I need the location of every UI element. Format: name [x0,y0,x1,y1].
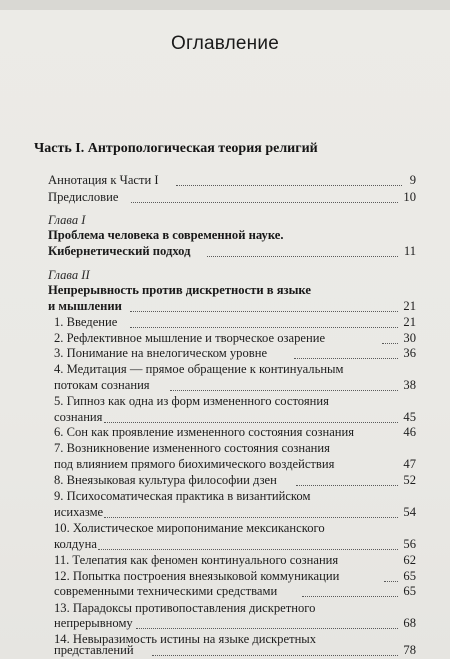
toc-entry-section [0,472,450,488]
toc-entry-section [0,552,450,568]
toc-entry-page: 56 [403,537,416,551]
toc-entry-section [0,330,450,346]
leader-dots [384,580,398,582]
toc-entry-title: 2. Рефлективное мышление и творческое озарение [54,331,326,345]
toc-entry-section-line1 [0,488,450,504]
chapter-label: Глава I [48,213,86,227]
toc-entry-page: 65 [403,584,416,598]
toc-entry-page-mid: 65 [403,569,416,583]
chapter-title-line: Непрерывность против дискретности в языке [48,283,311,297]
toc-entry-page: 52 [403,473,416,487]
toc-entry-title-cont: современными техническими средствами [54,584,278,598]
toc-entry-section [0,615,450,631]
toc-entry-title: 4. Медитация — прямое обращение к континуальным [54,362,344,376]
toc-entry-title-cont: потокам сознания [54,378,150,392]
toc-entry-title: 7. Возникновение измененного состояния сознания [54,441,330,455]
leader-dots [302,595,398,597]
leader-dots [152,654,398,656]
toc-entry-title: 14. Невыразимость истины на языке дискретных [54,632,317,646]
toc-entry-title: 1. Введение [54,315,118,329]
leader-dots [382,342,398,344]
toc-entry-title: 8. Внеязыковая культура философии дзен [54,473,277,487]
toc-entry-section [0,536,450,552]
leader-dots [136,627,398,629]
toc-entry-section-line1 [0,393,450,409]
toc-entry-chapter2 [0,298,450,314]
toc-entry-annotation [0,172,450,188]
chapter-title-line: и мышлении [48,299,122,313]
page-title: Оглавление [171,33,279,54]
toc-entry-page: 54 [403,505,416,519]
toc-entry-section-line1 [0,520,450,536]
leader-dots [296,484,398,486]
toc-entry-section [0,409,450,425]
toc-entry-title-cont: под влиянием прямого биохимического воздействия [54,457,335,471]
leader-dots [98,548,398,550]
toc-entry-section-line1 [0,568,450,584]
page-top-edge [0,0,450,10]
toc-entry-page: 68 [403,616,416,630]
toc-entry-page: 38 [403,378,416,392]
toc-entry-title: 10. Холистическое миропонимание мексиканского [54,521,325,535]
leader-dots [130,326,398,328]
toc-entry-title-cont: исихазме [54,505,104,519]
toc-entry-page: 36 [403,346,416,360]
toc-entry-page: 46 [403,425,416,439]
leader-dots [207,255,398,257]
toc-entry-section [0,456,450,472]
toc-entry-page: 62 [403,553,416,567]
leader-dots [104,516,398,518]
leader-dots [170,389,398,391]
toc-entry-section [0,504,450,520]
toc-entry-page: 21 [403,315,416,329]
toc-entry-title: 12. Попытка построения внеязыковой коммуникации [54,569,340,583]
toc-entry-page: 10 [403,190,416,204]
toc-entry-section-line1 [0,440,450,456]
toc-entry-chapter1 [0,243,450,259]
toc-entry-title: Аннотация к Части I [48,173,159,187]
toc-entry-title-cont: сознания [54,410,103,424]
toc-entry-title: 11. Телепатия как феномен континуального сознания [54,553,339,567]
toc-entry-section [0,583,450,599]
toc-entry-page: 30 [403,331,416,345]
toc-entry-title: 6. Сон как проявление измененного состояния сознания [54,425,355,439]
toc-entry-page: 21 [403,299,416,313]
toc-entry-title-cont: непрерывному [54,616,133,630]
toc-entry-page: 9 [409,173,416,187]
leader-dots [294,357,398,359]
toc-entry-page: 47 [403,457,416,471]
leader-dots [104,421,398,423]
leader-dots [130,310,398,312]
toc-entry-section [0,642,450,658]
toc-entry-section-line1 [0,600,450,616]
toc-entry-section [0,345,450,361]
toc-entry-title-cont: представлений [54,643,134,657]
toc-entry-title: 3. Понимание на внелогическом уровне [54,346,268,360]
toc-entry-page: 45 [403,410,416,424]
toc-entry-section-line1 [0,361,450,377]
chapter-title-line: Кибернетический подход [48,244,191,258]
toc-entry-section [0,314,450,330]
toc-entry-page: 11 [403,244,416,258]
leader-dots [131,201,398,203]
part-title: Часть I. Антропологическая теория религий [34,141,318,156]
toc-entry-title: 9. Психосоматическая практика в византийском [54,489,311,503]
leader-dots [176,184,402,186]
toc-entry-section [0,424,450,440]
chapter-label: Глава II [48,268,90,282]
toc-entry-title: Предисловие [48,190,119,204]
toc-entry-title: 5. Гипноз как одна из форм измененного состояния [54,394,329,408]
toc-entry-page: 78 [403,643,416,657]
chapter-title-line: Проблема человека в современной науке. [48,228,284,242]
toc-entry-title-cont: колдуна [54,537,97,551]
toc-entry-title: 13. Парадоксы противопоставления дискретного [54,601,316,615]
toc-entry-section [0,377,450,393]
toc-entry-preface [0,189,450,205]
